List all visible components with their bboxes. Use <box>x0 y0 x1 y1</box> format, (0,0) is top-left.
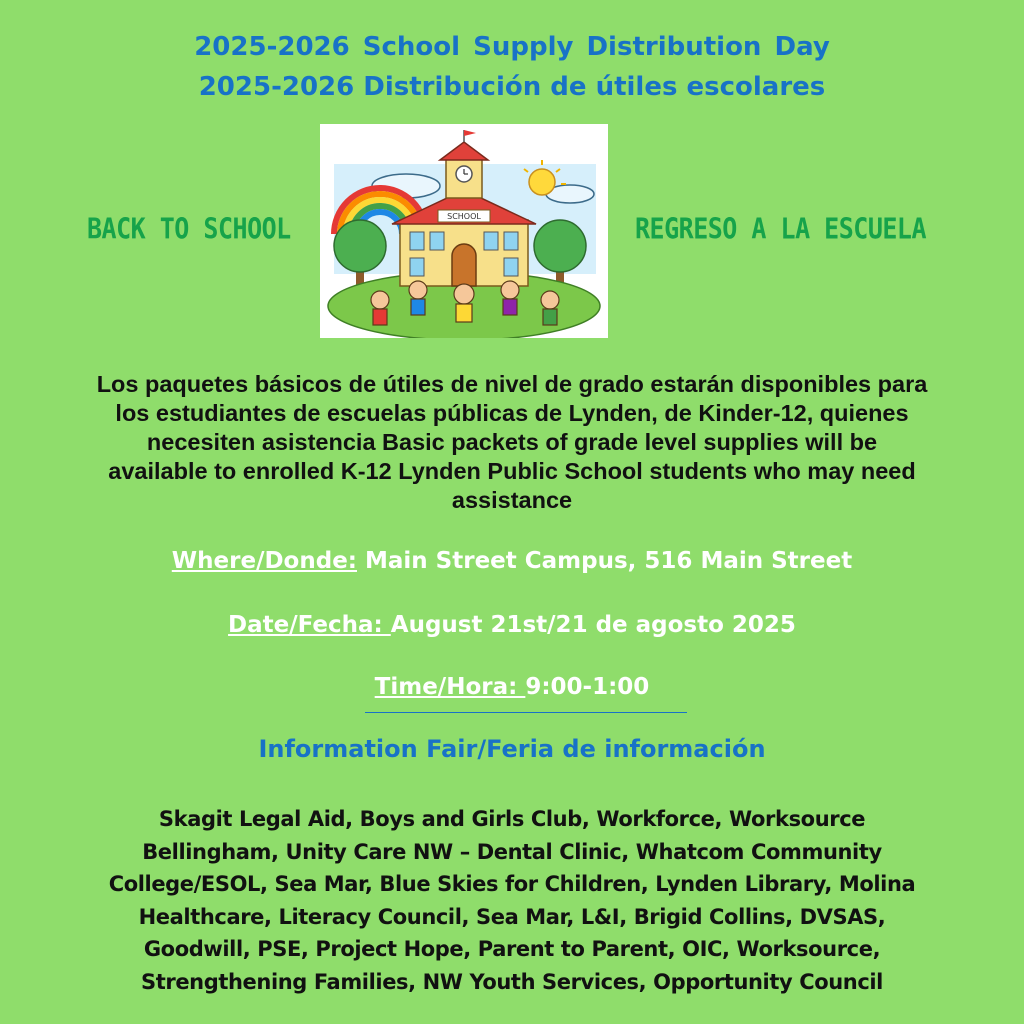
regreso-escuela-banner: REGRESO A LA ESCUELA <box>635 211 927 246</box>
time-line <box>0 674 1024 700</box>
page-title-spanish: 2025-2026 Distribución de útiles escolares <box>198 72 826 102</box>
where-value: Main Street Campus, 516 Main Street <box>357 548 853 574</box>
where-line <box>0 548 1024 574</box>
school-sign-text: SCHOOL <box>447 212 481 221</box>
back-to-school-banner: BACK TO SCHOOL <box>87 211 291 246</box>
where-label: Where/Donde: <box>171 548 357 574</box>
school-illustration-svg <box>320 124 608 338</box>
time-value: 9:00-1:00 <box>525 674 650 700</box>
date-line <box>0 612 1024 638</box>
intro-description: Los paquetes básicos de útiles de nivel de grado estarán disponibles para los estudiantes de escuelas públicas de Lynden, de Kinder-12, quienes necesiten asistencia Basic packets of grade level supplies will be available to enrolled K-12 Lynden Public School students who may need assistance <box>96 371 928 513</box>
information-fair-heading: Information Fair/Feria de información <box>258 735 766 763</box>
organizations-list: Skagit Legal Aid, Boys and Girls Club, Workforce, Worksource Bellingham, Unity Care NW – Dental Clinic, Whatcom Community College/ESOL, Sea Mar, Blue Skies for Children, Lynden Library, Molina Healthcare, Literacy Council, Sea Mar, L&I, Brigid Collins, DVSAS, Goodwill, PSE, Project Hope, Parent to Parent, OIC, Worksource, Strengthening Families, NW Youth Services, Opportunity Council <box>108 807 916 994</box>
school-illustration <box>320 124 608 338</box>
date-label: Date/Fecha: <box>228 612 391 638</box>
page-title-english: 2025-2026 School Supply Distribution Day <box>194 32 830 62</box>
time-label: Time/Hora: <box>374 674 526 700</box>
date-value: August 21st/21 de agosto 2025 <box>390 612 796 638</box>
divider-line <box>365 712 687 713</box>
